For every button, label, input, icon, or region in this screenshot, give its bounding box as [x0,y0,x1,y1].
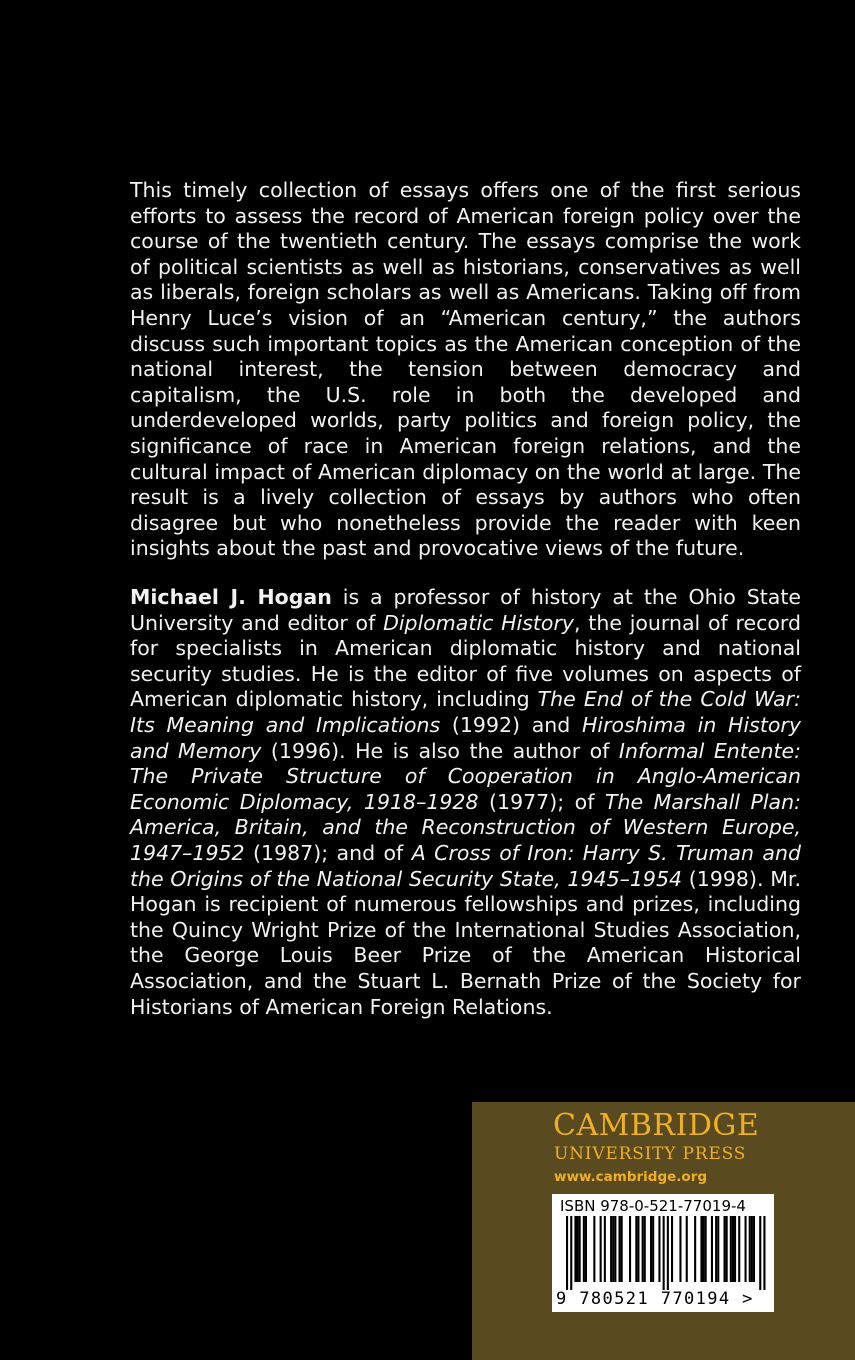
book-title: Hiroshima in History and Memory [130,712,801,763]
book-title: Informal Entente: The Private Structure of Cooperation in Anglo-American Economic Diplomacy, 1918–1928 [130,738,801,814]
barcode-bar [705,1216,707,1282]
barcode-bar [635,1216,637,1282]
barcode-bar [679,1216,681,1282]
book-title: The End of the Cold War: Its Meaning and Implications [130,687,801,737]
barcode-bar [759,1216,761,1290]
isbn-label: ISBN 978-0-521-77019-4 [560,1197,746,1215]
barcode-bars-icon [552,1216,774,1290]
publisher-logo: CAMBRIDGE [553,1108,760,1143]
barcode-bar [579,1216,581,1282]
barcode-bar [734,1216,736,1282]
barcode-bar [686,1216,688,1282]
barcode-bar [583,1216,585,1282]
barcode-bar [749,1216,751,1282]
book-title: The Marshall Plan: America, Britain, and the Reconstruction of Western Europe, 1947–1952 [130,789,802,865]
author-biography: Michael J. Hogan is a professor of history at the Ohio State University and editor of Diplomatic History, the journal of record for specialists in American diplomatic history and national security studies. He is the editor of five volumes on aspects of American diplomatic history, including The End of the Cold War: Its Meaning and Implications (1992) and Hiroshima in History and Memory (1996). He is also the author of Informal Entente: The Private Structure of Cooperation in Anglo-American Economic Diplomacy, 1918–1928 (1977); of The Marshall Plan: America, Britain, and the Reconstruction of Western Europe, 1947–1952 (1987); and of A Cross of Iron: Harry S. Truman and the Origins of the National Security State, 1945–1954 (1998). Mr. Hogan is recipient of numerous fellowships and prizes, including the Quincy Wright Prize of the International Studies Association, the George Louis Beer Prize of the American Historical Association, and the Stuart L. Bernath Prize of the Society for Historians of American Foreign Relations. [130,585,802,1019]
barcode-bar [604,1216,606,1282]
barcode-bar [715,1216,717,1282]
barcode-bar [629,1216,631,1282]
barcode-bar [644,1216,646,1282]
barcode-bar [726,1216,728,1282]
barcode-bar [621,1216,623,1282]
isbn-barcode [552,1194,774,1312]
publisher-panel [472,1102,855,1360]
barcode-bar [711,1216,713,1282]
barcode-bar [610,1216,612,1282]
barcode-bar [667,1216,669,1290]
journal-title: Diplomatic History [383,610,575,635]
barcode-bar [730,1216,732,1282]
barcode-bar [658,1216,660,1282]
barcode-bar [652,1216,654,1282]
barcode-bar [700,1216,702,1282]
barcode-bar [738,1216,740,1282]
barcode-bar [614,1216,616,1282]
barcode-bar [671,1216,673,1282]
author-name: Michael J. Hogan [130,585,332,609]
barcode-bar [703,1216,705,1282]
barcode-bar [650,1216,652,1282]
barcode-bar [566,1216,568,1290]
barcode-bar [763,1216,765,1290]
barcode-bar [694,1216,696,1282]
publisher-subtitle: UNIVERSITY PRESS [554,1144,747,1164]
barcode-bar [619,1216,621,1282]
book-title: A Cross of Iron: Harry S. Truman and the Origins of the National Security State, 1945–1954 [130,840,801,891]
barcode-bar [663,1216,665,1290]
barcode-bar [732,1216,734,1282]
barcode-bar [642,1216,644,1282]
barcode-bar [724,1216,726,1282]
barcode-bar [751,1216,753,1282]
barcode-bar [753,1216,755,1282]
publisher-url: www.cambridge.org [554,1169,708,1185]
barcode-bar [570,1216,572,1290]
barcode-bar [637,1216,639,1282]
barcode-bar [574,1216,576,1282]
barcode-bar [600,1216,602,1282]
book-description: This timely collection of essays offers one of the first serious efforts to assess the record of American foreign policy over the course of the twentieth century. The essays comprise the work of political scientists as well as historians, conservatives as well as liberals, foreign scholars as well as Americans. Taking off from Henry Luce’s vision of an “American century,” the authors discuss such important topics as the American conception of the national interest, the tension between democracy and capitalism, the U.S. role in both the developed and underdeveloped worlds, party politics and foreign policy, the significance of race in American foreign relations, and the cultural impact of American diplomacy on the world at large. The result is a lively collection of essays by authors who often disagree but who nonetheless provide the reader with keen insights about the past and provocative views of the future. [130,178,801,561]
barcode-bar [577,1216,579,1282]
barcode-bar [717,1216,719,1282]
barcode-digits: 9 780521 770194 > [556,1289,754,1309]
barcode-bar [593,1216,595,1282]
barcode-bar [745,1216,747,1282]
barcode-bar [585,1216,587,1282]
barcode-bar [612,1216,614,1282]
